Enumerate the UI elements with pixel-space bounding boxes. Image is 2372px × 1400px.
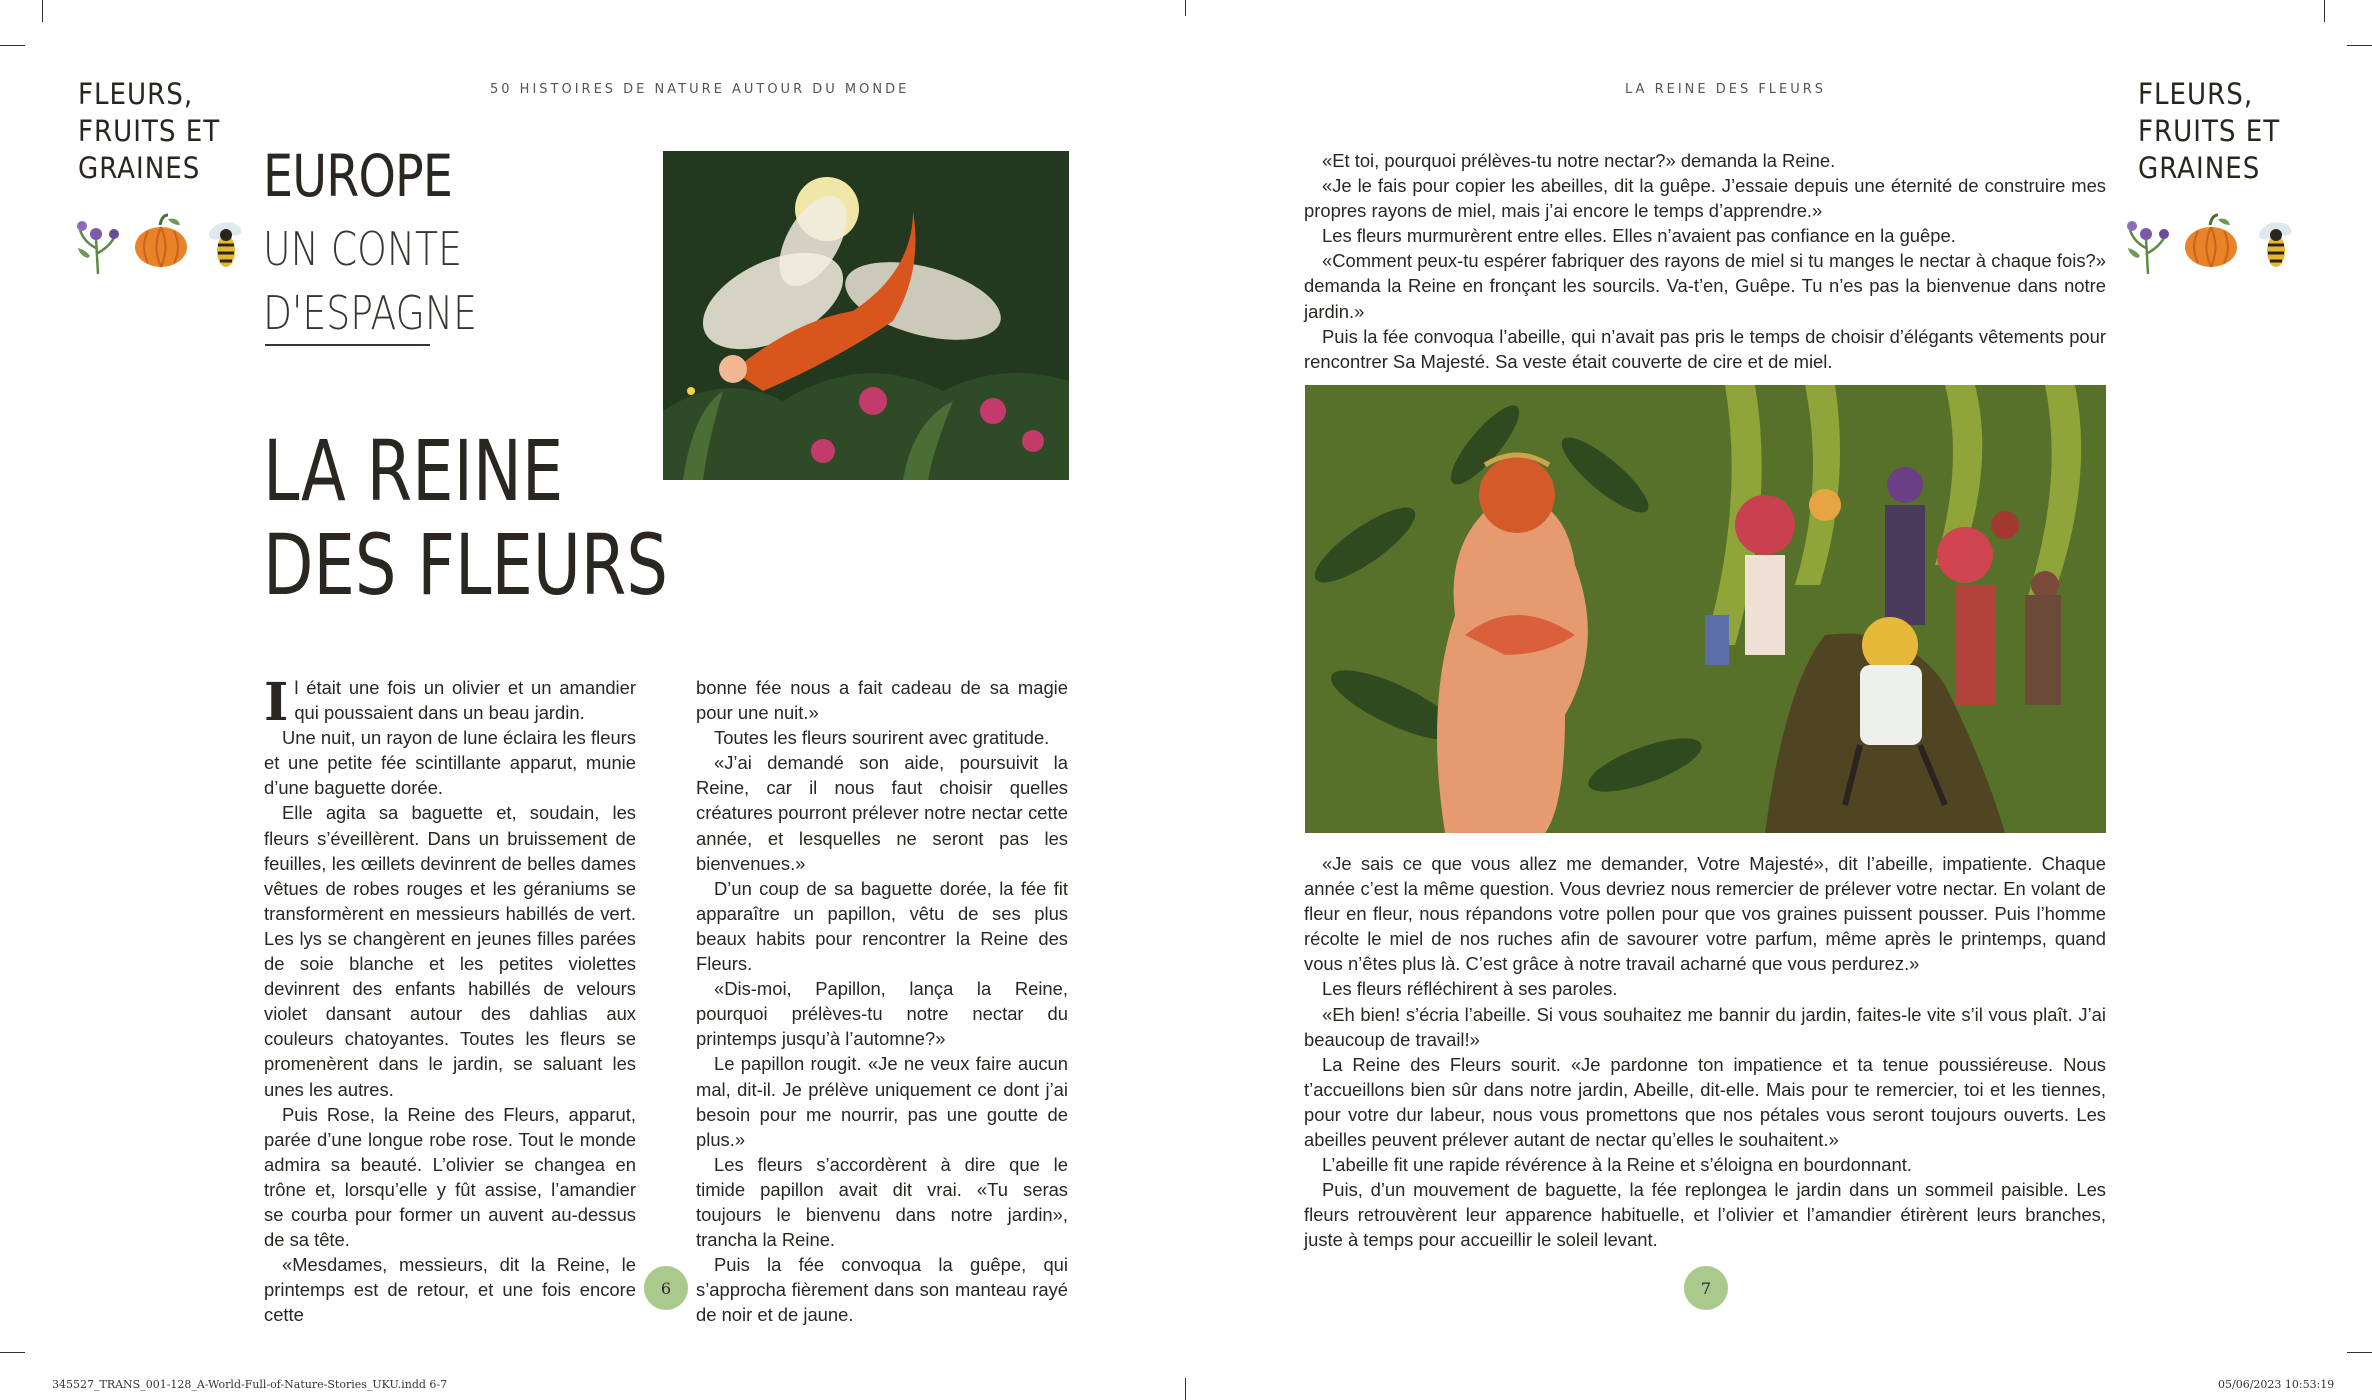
running-head-right: LA REINE DES FLEURS [1625, 82, 1827, 97]
paragraph: «Je sais ce que vous allez me demander, Votre Majesté», dit l’abeille, impatiente. Chaque année c’est la même question. Vous devriez nous remercier de prélever votre nectar. En volant de fleur en fleur, nous répandons votre pollen pour que vos graines puissent pousser. Puis l’homme récolte le miel de nos ruches afin de savourer votre parfum, même après le printemps, quand vous n’êtes plus là. C’est grâce à notre travail acharné que vous perdurez.» [1304, 853, 2106, 975]
paragraph: «J’ai demandé son aide, poursuivit la Reine, car il nous faut choisir quelles créatures pourront prélever notre nectar cette année, et lesquelles ne seront pas les bienvenues.» [696, 752, 1068, 874]
right-bottom-text [1304, 851, 2106, 1253]
wasp-icon [200, 211, 248, 271]
paragraph: «Comment peux-tu espérer fabriquer des rayons de miel si tu manges le nectar à chaque fois?» demanda la Reine en fronçant les sourcils. Va-t’en, Guêpe. Tu n’es pas la bienvenue dans notre jardin.» [1304, 250, 2106, 322]
slug-file-info: 345527_TRANS_001-128_A-World-Full-of-Nature-Stories_UKU.indd 6-7 [52, 1378, 448, 1391]
story-origin-line2: D'ESPAGNE [263, 286, 477, 340]
story-origin-line1: UN CONTE [263, 222, 462, 276]
paragraph: «Mesdames, messieurs, dit la Reine, le printemps est de retour, et une fois encore cette [264, 1254, 636, 1326]
slug-timestamp: 05/06/2023 10:53:19 [2218, 1378, 2335, 1391]
paragraph: Il était une fois un olivier et un amandier qui poussaient dans un beau jardin. [264, 672, 636, 733]
section-tag-left: FLEURS, FRUITS ET GRAINES [78, 77, 221, 185]
pumpkin-icon [2182, 213, 2240, 269]
paragraph: Toutes les fleurs sourirent avec gratitude. [714, 727, 1050, 749]
section-tag-right: FLEURS, FRUITS ET GRAINES [2138, 77, 2281, 185]
paragraph: Puis Rose, la Reine des Fleurs, apparut, parée d’une longue robe rose. Tout le monde admira sa beauté. L’olivier se changea en trône et, lorsqu’elle y fût assise, l’amandier se courba pour former un auvent au-dessus de sa tête. [264, 1103, 636, 1251]
paragraph: Les fleurs murmurèrent entre elles. Elles n’avaient pas confiance en la guêpe. [1322, 225, 1956, 247]
garden-party-illustration [1305, 385, 2106, 833]
paragraph: L’abeille fit une rapide révérence à la Reine et s’éloigna en bourdonnant. [1322, 1154, 1912, 1176]
section-icons-right [2124, 208, 2298, 274]
paragraph: bonne fée nous a fait cadeau de sa magie pour une nuit.» [696, 677, 1068, 724]
story-title: LA REINE DES FLEURS [263, 422, 668, 614]
running-head-left: 50 HISTOIRES DE NATURE AUTOUR DU MONDE [490, 82, 910, 97]
right-top-text [1304, 148, 2106, 374]
paragraph: D’un coup de sa baguette dorée, la fée fit apparaître un papillon, vêtu de ses plus beaux habits pour rencontrer la Reine des Fleurs. [696, 877, 1068, 975]
page-number-right: 7 [1684, 1266, 1728, 1310]
left-column-1 [264, 672, 636, 1327]
paragraph: «Et toi, pourquoi prélèves-tu notre nectar?» demanda la Reine. [1322, 150, 1836, 171]
paragraph: Elle agita sa baguette et, soudain, les fleurs s’éveillèrent. Dans un bruissement de feuilles, les œillets devinrent de belles dames vêtues de robes rouges et les géraniums se transformèrent en messieurs habillés de vert. Les lys se changèrent en jeunes filles parées de soie blanche et les petites violettes devinrent des enfants habillés de velours violet dansant autour des dahlias aux couleurs chatoyantes. Toutes les fleurs se promenèrent dans le jardin, se saluant les unes les autres. [264, 802, 636, 1100]
paragraph: «Dis-moi, Papillon, lança la Reine, pourquoi prélèves-tu notre nectar du printemps jusqu’à l’automne?» [696, 978, 1068, 1050]
paragraph: La Reine des Fleurs sourit. «Je pardonne ton impatience et ta tenue poussiéreuse. Nous t’accueillons bien sûr dans notre jardin, Abeille, dit-elle. Mais pour te remercier, toi et les tiennes, pour votre dur labeur, nous vous promettons que nos pétales vous seront toujours ouverts. Les abeilles peuvent prélever autant de nectar qu’elles le souhaitent.» [1304, 1053, 2106, 1151]
page-number-left: 6 [644, 1266, 688, 1310]
region-title: EUROPE [263, 142, 453, 210]
paragraph: «Je le fais pour copier les abeilles, dit la guêpe. J’essaie depuis une éternité de construire mes propres rayons de miel, mais j’ai encore le temps d’apprendre.» [1304, 175, 2106, 222]
paragraph: «Eh bien! s’écria l’abeille. Si vous souhaitez me bannir du jardin, faites-le vite s’il vous plaît. J’ai beaucoup de travail!» [1304, 1003, 2106, 1050]
paragraph: Les fleurs réfléchirent à ses paroles. [1322, 978, 1618, 1000]
paragraph: Puis la fée convoqua l’abeille, qui n’avait pas pris le temps de choisir d’élégants vêtements pour rencontrer Sa Majesté. Sa veste était couverte de cire et de miel. [1304, 325, 2106, 372]
subtitle-underline [265, 344, 430, 346]
violet-flowers-icon [2124, 208, 2172, 274]
fairy-illustration [663, 151, 1069, 480]
paragraph: Une nuit, un rayon de lune éclaira les fleurs et une petite fée scintillante apparut, munie d’une baguette dorée. [264, 727, 636, 799]
pumpkin-icon [132, 213, 190, 269]
section-icons-left [74, 208, 248, 274]
paragraph: Le papillon rougit. «Je ne veux faire aucun mal, dit-il. Je prélève uniquement ce dont j’ai besoin pour me nourrir, pas une goutte de plus.» [696, 1053, 1068, 1150]
left-column-2 [696, 675, 1068, 1327]
wasp-icon [2250, 211, 2298, 271]
drop-cap: I [264, 672, 289, 733]
violet-flowers-icon [74, 208, 122, 274]
paragraph: Puis, d’un mouvement de baguette, la fée replongea le jardin dans un sommeil paisible. Les fleurs retrouvèrent leur apparence habituelle, et l’olivier et l’amandier étirèrent leurs branches, juste à temps pour accueillir le soleil levant. [1304, 1179, 2106, 1251]
paragraph: Les fleurs s’accordèrent à dire que le timide papillon avait dit vrai. «Tu seras toujours le bienvenu dans notre jardin», trancha la Reine. [696, 1153, 1068, 1251]
paragraph: Puis la fée convoqua la guêpe, qui s’approcha fièrement dans son manteau rayé de noir et de jaune. [696, 1254, 1068, 1326]
